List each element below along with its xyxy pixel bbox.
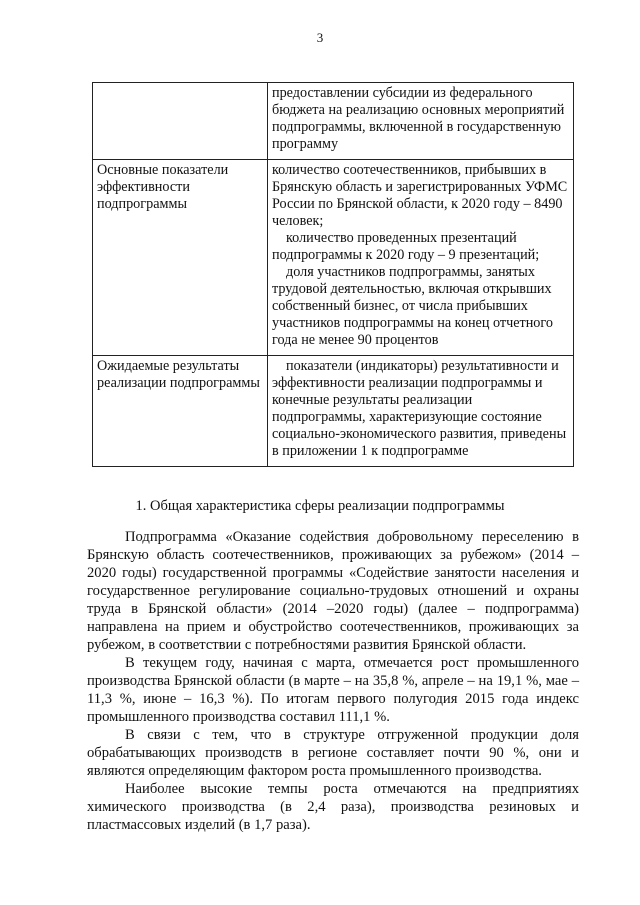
page-number: 3 [316,30,324,45]
body-text [87,528,579,834]
body-paragraph: Наиболее высокие темпы роста отмечаются на предприятиях химического производства (в 2,4 раза), производства резиновых и пластмассовых изделий (в 1,7 раза). [87,781,579,833]
body-paragraph: В связи с тем, что в структуре отгруженной продукции доля обрабатывающих производств в регионе составляет почти 90 %, они и являются определяющим фактором роста промышленного производства. [87,727,579,779]
row-label: Ожидаемые результаты реализации подпрограммы [93,356,268,467]
body-paragraph: В текущем году, начиная с марта, отмечается рост промышленного производства Брянской области (в марте – на 35,8 %, апреле – на 19,1 %, мае – 11,3 %, июне – 16,3 %). По итогам первого полугодия 2015 года индекс промышленного производства составил 111,1 %. [87,655,579,725]
value-paragraph: количество проведенных презентаций подпрограммы к 2020 году – 9 презентаций; [272,230,540,263]
value-paragraph: предоставлении субсидии из федерального бюджета на реализацию основных мероприятий подпрограммы, включенной в государственную программу [272,85,565,152]
value-paragraph: показатели (индикаторы) результативности и эффективности реализации подпрограммы и конечные результаты реализации подпрограммы, характеризующие состояние социально-экономического развития, приведены в приложении 1 к подпрограмме [272,358,567,459]
table-row [93,160,574,356]
row-value [268,83,574,160]
row-label: Основные показатели эффективности подпрограммы [93,160,268,356]
passport-table [92,82,574,467]
row-value [268,356,574,467]
value-paragraph: количество соотечественников, прибывших в Брянскую область и зарегистрированных УФМС России по Брянской области, к 2020 году – 8490 человек; [272,162,568,229]
row-value [268,160,574,356]
value-paragraph: доля участников подпрограммы, занятых трудовой деятельностью, включая открывших собственный бизнес, от числа прибывших участников подпрограммы на конец отчетного года не менее 90 процентов [272,264,553,348]
table-row [93,83,574,160]
row-label [93,83,268,160]
body-paragraph: Подпрограмма «Оказание содействия добровольному переселению в Брянскую область соотечественников, проживающих за рубежом» (2014 – 2020 годы) государственной программы «Содействие занятости населения и государственное регулирование социально-трудовых отношений и охраны труда в Брянской области» (2014 –2020 годы) (далее – подпрограмма) направлена на прием и обустройство соотечественников, проживающих за рубежом, в соответствии с потребностями развития Брянской области. [87,529,579,653]
section-title: 1. Общая характеристика сферы реализации подпрограммы [135,498,505,514]
table-row [93,356,574,467]
